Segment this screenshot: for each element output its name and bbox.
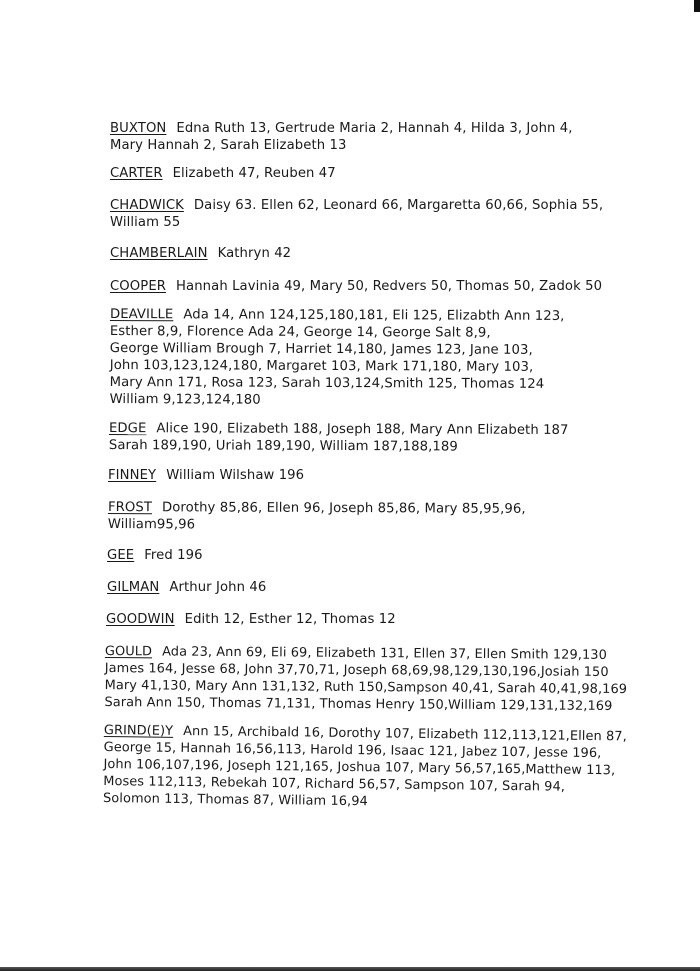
entry-names: Mary Ann 171, Rosa 123, Sarah 103,124,Smith 125, Thomas 124 [109, 374, 545, 392]
entry-names: Ada 14, Ann 124,125,180,181, Eli 125, Elizabth Ann 123, [183, 307, 565, 324]
entry-names: Dorothy 85,86, Ellen 96, Joseph 85,86, Mary 85,95,96, [161, 500, 526, 517]
entry-names: Kathryn 42 [217, 246, 292, 261]
entry-names: John 106,107,196, Joseph 121,165, Joshua 107, Mary 56,57,165,Matthew 113, [103, 756, 616, 779]
entry-line [108, 499, 526, 518]
entry-names: Mary Hannah 2, Sarah Elizabeth 13 [110, 138, 347, 153]
entry-line [110, 306, 565, 325]
entry-names: Moses 112,113, Rebekah 107, Richard 56,57, Sampson 107, Sarah 94, [103, 773, 566, 795]
surname-heading: FINNEY [108, 468, 157, 483]
surname-heading: GOODWIN [106, 612, 175, 627]
index-entry-cooper [110, 278, 602, 295]
entry-line [107, 547, 203, 564]
surname-heading: CHADWICK [110, 198, 184, 213]
surname-heading: FROST [107, 500, 153, 516]
surname-heading: GILMAN [107, 580, 160, 595]
entry-names: George William Brough 7, Harriet 14,180, James 123, Jane 103, [109, 340, 533, 358]
entry-names: William Wilshaw 196 [166, 468, 305, 483]
entry-names: Sarah 189,190, Uriah 189,190, William 187,188,189 [108, 437, 458, 455]
entry-names: Edith 12, Esther 12, Thomas 12 [184, 612, 396, 627]
index-entry-grindey [103, 722, 627, 813]
entry-names: Arthur John 46 [169, 580, 267, 595]
index-entry-buxton [110, 120, 573, 154]
entry-names: Mary 41,130, Mary Ann 131,132, Ruth 150,Sampson 40,41, Sarah 40,41,98,169 [104, 677, 628, 698]
entry-line [110, 278, 602, 295]
index-entry-gee [107, 547, 203, 564]
surname-heading: CHAMBERLAIN [110, 246, 208, 261]
entry-names: William95,96 [107, 516, 196, 533]
entry-names: Ada 23, Ann 69, Eli 69, Elizabeth 131, Ellen 37, Ellen Smith 129,130 [162, 644, 607, 663]
index-entry-carter [110, 165, 336, 182]
surname-heading: DEAVILLE [109, 307, 174, 323]
index-entry-edge [109, 420, 569, 456]
surname-heading: BUXTON [110, 121, 167, 136]
index-entry-gilman [107, 579, 266, 596]
entry-names: Daisy 63. Ellen 62, Leonard 66, Margaretta 60,66, Sophia 55, [193, 198, 604, 213]
entry-line [107, 579, 266, 596]
index-entry-frost [108, 499, 526, 535]
scan-bottom-edge [0, 967, 700, 971]
entry-line [110, 165, 336, 182]
entry-names: James 164, Jesse 68, John 37,70,71, Joseph 68,69,98,129,130,196,Josiah 150 [104, 660, 609, 680]
entry-names: Alice 190, Elizabeth 188, Joseph 188, Mary Ann Elizabeth 187 [156, 421, 569, 439]
entry-names: Elizabeth 47, Reuben 47 [172, 166, 336, 181]
surname-heading: COOPER [110, 279, 167, 294]
index-entry-chadwick [110, 197, 603, 231]
entry-names: Hannah Lavinia 49, Mary 50, Redvers 50, Thomas 50, Zadok 50 [176, 279, 603, 294]
entry-names: Sarah Ann 150, Thomas 71,131, Thomas Henry 150,William 129,131,132,169 [104, 694, 613, 714]
index-entry-deaville [110, 306, 565, 410]
entry-names: Edna Ruth 13, Gertrude Maria 2, Hannah 4, Hilda 3, John 4, [176, 121, 573, 136]
entry-line [109, 420, 569, 439]
index-entry-goodwin [106, 611, 396, 628]
entry-line [110, 197, 603, 214]
entry-names: William 55 [110, 215, 181, 230]
surname-heading: CARTER [110, 166, 163, 181]
entry-line [106, 611, 396, 628]
entry-line [108, 467, 304, 484]
index-entry-gould [104, 643, 627, 715]
surname-heading: GRIND(E)Y [103, 722, 174, 739]
entry-names: William 9,123,124,180 [109, 391, 261, 408]
entry-line [110, 120, 573, 137]
entry-names: Solomon 113, Thomas 87, William 16,94 [102, 790, 368, 810]
entry-names: Fred 196 [144, 548, 203, 563]
surname-heading: GEE [107, 548, 135, 563]
entry-line [110, 245, 291, 262]
entry-names: John 103,123,124,180, Margaret 103, Mark 171,180, Mary 103, [109, 357, 534, 375]
scan-corner-mark [694, 0, 700, 12]
entry-names: Esther 8,9, Florence Ada 24, George 14, George Salt 8,9, [109, 323, 491, 341]
entry-names: George 15, Hannah 16,56,113, Harold 196, Isaac 121, Jabez 107, Jesse 196, [103, 739, 602, 762]
entry-names: Ann 15, Archibald 16, Dorothy 107, Elizabeth 112,113,121,Ellen 87, [183, 723, 627, 745]
index-entry-chamberlain [110, 245, 291, 262]
surname-heading: EDGE [108, 421, 147, 437]
surname-heading: GOULD [104, 643, 153, 660]
index-entry-finney [108, 467, 304, 484]
